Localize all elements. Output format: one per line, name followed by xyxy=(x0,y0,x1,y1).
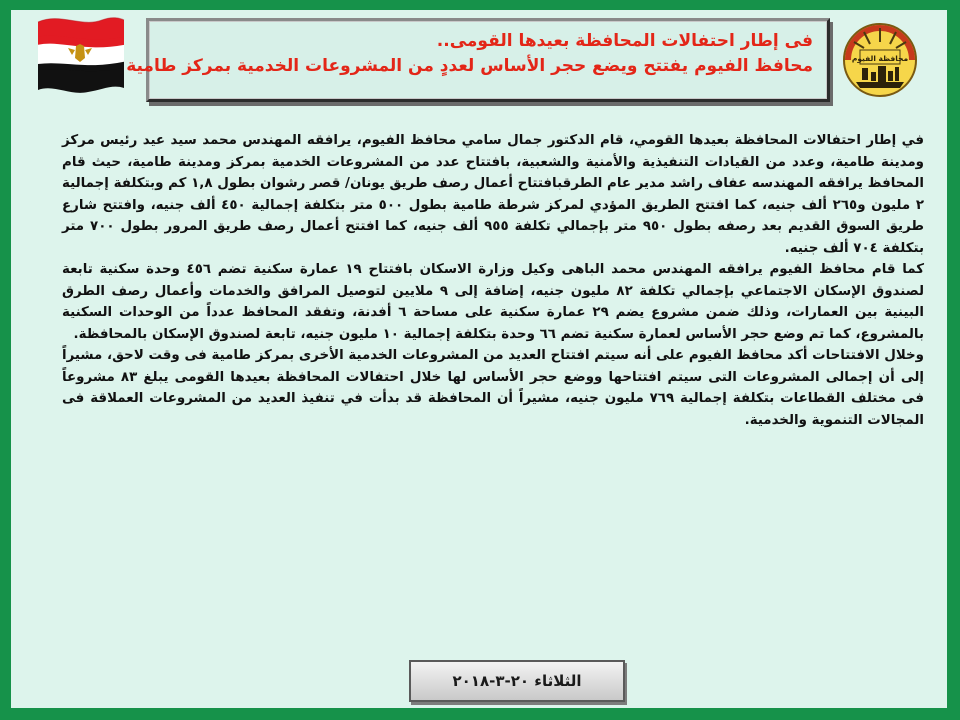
emblem-text: محافظة الفيوم xyxy=(851,54,909,63)
headline-box xyxy=(126,18,830,102)
egypt-flag-icon xyxy=(32,8,128,104)
article-body xyxy=(62,130,924,431)
article-paragraph-3: وخلال الافتتاحات أكد محافظ الفيوم على أنه سيتم افتتاح العديد من المشروعات الخدمية الأخرى بمركز طامية فى وقت لاحق، مشيراً إلى أن إجمالى المشروعات التى سيتم افتتاحها ووضع حجر الأساس لها خلال احتفالات المحافظة بعيدها القومى يبلغ ٨٣ مشروعاً فى مختلف القطاعات بتكلفة إجمالية ٧٦٩ مليون جنيه، مشيراً أن المحافظة قد بدأت في تنفيذ العديد من المشروعات العملاقة فى المجالات التنموية والخدمية. xyxy=(62,348,924,428)
article-paragraph-2: كما قام محافظ الفيوم يرافقه المهندس محمد الباهى وكيل وزارة الاسكان بافتتاح ١٩ عمارة سكنية تضم ٤٥٦ وحدة سكنية تابعة لصندوق الإسكان الاجتماعي بإجمالي تكلفة ٨٢ مليون جنيه، إضافة إلى ٩ ملايين لتوصيل المرافق والخدمات وأعمال رصف الطرق البينية بين العمارات، وذلك ضمن مشروع يضم ٢٩ عمارة سكنية على مساحة ٦ أفدنة، وتفقد المحافظ عدداً من الوحدات السكنية بالمشروع، كما تم وضع حجر الأساس لعمارة سكنية تضم ٦٦ وحدة بتكلفة إجمالية ١٠ مليون جنيه، تابعة لصندوق الإسكان بالمحافظة. xyxy=(62,262,925,342)
article-paragraph-1: في إطار احتفالات المحافظة بعيدها القومي، قام الدكتور جمال سامي محافظ الفيوم، يرافقه المهندس محمد سيد عيد رئيس مركز ومدينة طامية، وعدد من القيادات التنفيذية والأمنية والشعبية، بافتتاح عدد من المشروعات الخدمية بمركز ومدينة طامية، حيث قام المحافظ يرافقه المهندسه عفاف راشد مدير عام الطرقبافتتاح أعمال رصف طريق يونان/ قصر رشوان بطول ١,٨ كم وبتكلفة إجمالية ٢ مليون و٢٦٥ ألف جنيه، كما افتتح الطريق المؤدي لمركز شرطة طامية بطول ٥٠٠ متر بتكلفة إجمالية ٤٥٠ ألف جنيه، وافتتح شارع طريق السوق القديم بعد رصفه بطول ٩٥٠ متر بإجمالي تكلفة ٩٥٥ ألف جنيه، كما افتتح أعمال رصف طريق المرور بطول ٧٠٠ متر بتكلفة ٧٠٤ ألف جنيه. xyxy=(62,133,924,256)
fayoum-governorate-emblem-icon xyxy=(838,16,922,100)
date-label: الثلاثاء ٢٠-٣-٢٠١٨ xyxy=(409,660,625,702)
headline-line-2: محافظ الفيوم يفتتح ويضع حجر الأساس لعددٍ من المشروعات الخدمية بمركز طامية xyxy=(126,56,813,76)
headline-line-1: فى إطار احتفالات المحافظة بعيدها القومى.. xyxy=(436,31,813,51)
